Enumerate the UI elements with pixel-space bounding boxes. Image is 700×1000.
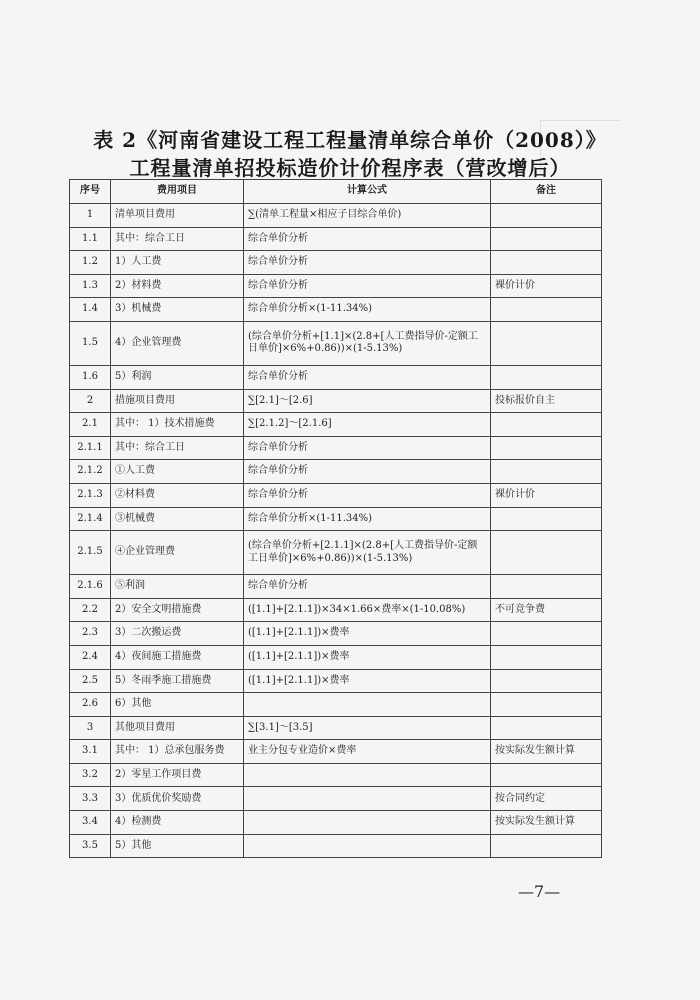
table-row [70,531,602,575]
cell-item: 2）零星工作项目费 [111,763,244,787]
table-row [70,811,602,835]
cell-no: 2.1.1 [70,436,111,460]
cell-formula [244,693,491,717]
cell-no: 2.1.2 [70,460,111,484]
cell-note [491,298,602,322]
cell-item: 4）检测费 [111,811,244,835]
cell-formula [244,811,491,835]
cell-formula: 综合单价分析 [244,436,491,460]
table-row [70,365,602,389]
cell-formula: (综合单价分析+[1.1]×(2.8+[人工费指导价-定额工日单价]×6%+0.86))×(1-5.13%) [244,321,491,365]
cell-formula: ([1.1]+[2.1.1])×费率 [244,669,491,693]
table-row [70,298,602,322]
cell-no: 2.3 [70,622,111,646]
table-row [70,740,602,764]
cell-note: 按合同约定 [491,787,602,811]
cell-note [491,507,602,531]
cell-item: 其中： 1）总承包服务费 [111,740,244,764]
table-row [70,413,602,437]
cell-no: 3.3 [70,787,111,811]
cell-item: ①人工费 [111,460,244,484]
table-row [70,251,602,275]
cell-no: 3.4 [70,811,111,835]
cell-formula: 业主分包专业造价×费率 [244,740,491,764]
cell-note [491,365,602,389]
cell-note [491,763,602,787]
cell-no: 1.1 [70,227,111,251]
cell-no: 1.2 [70,251,111,275]
cell-note [491,321,602,365]
cell-formula: ([1.1]+[2.1.1])×费率 [244,622,491,646]
table-row [70,389,602,413]
title-line-1: 表 2《河南省建设工程工程量清单综合单价（2008）》 [93,128,607,152]
cell-no: 1.6 [70,365,111,389]
table-row [70,645,602,669]
cell-note: 裸价计价 [491,274,602,298]
cell-formula: ∑[3.1]～[3.5] [244,716,491,740]
cell-formula: (综合单价分析+[2.1.1]×(2.8+[人工费指导价-定额工日单价]×6%+0.86))×(1-5.13%) [244,531,491,575]
cell-formula: 综合单价分析 [244,483,491,507]
header-item: 费用项目 [111,180,244,204]
cell-item: 其中：综合工日 [111,436,244,460]
table-row [70,507,602,531]
cell-no: 2.6 [70,693,111,717]
cell-item: ③机械费 [111,507,244,531]
cell-item: 2）安全文明措施费 [111,598,244,622]
cell-note: 投标报价自主 [491,389,602,413]
table-row [70,598,602,622]
table-row [70,693,602,717]
table-row [70,787,602,811]
cell-no: 1.4 [70,298,111,322]
header-note: 备注 [491,180,602,204]
cell-formula: 综合单价分析×(1-11.34%) [244,507,491,531]
cell-item: 4）夜间施工措施费 [111,645,244,669]
header-no: 序号 [70,180,111,204]
cell-formula: 综合单价分析×(1-11.34%) [244,298,491,322]
cell-note [491,436,602,460]
cell-note: 按实际发生额计算 [491,740,602,764]
cell-note: 不可竞争费 [491,598,602,622]
table-row [70,460,602,484]
cell-item: 5）利润 [111,365,244,389]
cell-formula: 综合单价分析 [244,274,491,298]
cell-formula: 综合单价分析 [244,460,491,484]
table-row [70,716,602,740]
table-row [70,321,602,365]
cell-formula: 综合单价分析 [244,575,491,599]
table-row [70,436,602,460]
cell-no: 2.1.5 [70,531,111,575]
cell-no: 1.3 [70,274,111,298]
cell-item: 清单项目费用 [111,204,244,228]
table-row [70,204,602,228]
cell-item: 1）人工费 [111,251,244,275]
cell-formula [244,763,491,787]
cell-item: 3）机械费 [111,298,244,322]
cell-no: 3.5 [70,834,111,858]
cell-item: 5）冬雨季施工措施费 [111,669,244,693]
cell-note [491,251,602,275]
cell-note [491,575,602,599]
cell-item: ⑤利润 [111,575,244,599]
cell-formula: ∑[2.1]～[2.6] [244,389,491,413]
table-row [70,763,602,787]
cell-item: 2）材料费 [111,274,244,298]
table-row [70,227,602,251]
cell-item: 6）其他 [111,693,244,717]
header-formula: 计算公式 [244,180,491,204]
cell-formula: ∑(清单工程量×相应子目综合单价) [244,204,491,228]
cell-no: 1.5 [70,321,111,365]
cell-note [491,693,602,717]
title-line-2: 工程量清单招投标造价计价程序表（营改增后） [129,156,571,180]
table-row [70,622,602,646]
cell-no: 2.1 [70,413,111,437]
table-row [70,575,602,599]
cell-note [491,716,602,740]
cell-item: 措施项目费用 [111,389,244,413]
cell-item: 其他项目费用 [111,716,244,740]
table-row [70,834,602,858]
cell-item: 5）其他 [111,834,244,858]
cell-no: 2.4 [70,645,111,669]
cell-item: 4）企业管理费 [111,321,244,365]
table-row [70,483,602,507]
cell-no: 3.1 [70,740,111,764]
cell-formula [244,834,491,858]
cell-item: 3）优质优价奖励费 [111,787,244,811]
table-header-row [70,180,602,204]
pricing-procedure-table [69,179,602,858]
cell-note [491,834,602,858]
cell-note [491,413,602,437]
cell-formula: 综合单价分析 [244,365,491,389]
cell-formula: 综合单价分析 [244,227,491,251]
cell-note [491,227,602,251]
cell-note [491,669,602,693]
cell-no: 2.1.6 [70,575,111,599]
cell-formula: ∑[2.1.2]～[2.1.6] [244,413,491,437]
cell-formula: 综合单价分析 [244,251,491,275]
cell-formula: ([1.1]+[2.1.1])×费率 [244,645,491,669]
cell-no: 2.2 [70,598,111,622]
cell-note: 按实际发生额计算 [491,811,602,835]
cell-note: 裸价计价 [491,483,602,507]
cell-item: ②材料费 [111,483,244,507]
page-number: —7— [518,882,561,901]
cell-note [491,204,602,228]
cell-note [491,531,602,575]
cell-no: 2.5 [70,669,111,693]
table-row [70,669,602,693]
cell-item: 其中： 1）技术措施费 [111,413,244,437]
cell-note [491,645,602,669]
cell-no: 2 [70,389,111,413]
cell-no: 3.2 [70,763,111,787]
cell-item: 其中：综合工日 [111,227,244,251]
cell-no: 1 [70,204,111,228]
table-row [70,274,602,298]
cell-no: 2.1.3 [70,483,111,507]
cell-formula [244,787,491,811]
cell-item: 3）二次搬运费 [111,622,244,646]
cell-formula: ([1.1]+[2.1.1])×34×1.66×费率×(1-10.08%) [244,598,491,622]
cell-no: 3 [70,716,111,740]
cell-item: ④企业管理费 [111,531,244,575]
cell-note [491,622,602,646]
cell-note [491,460,602,484]
cell-no: 2.1.4 [70,507,111,531]
